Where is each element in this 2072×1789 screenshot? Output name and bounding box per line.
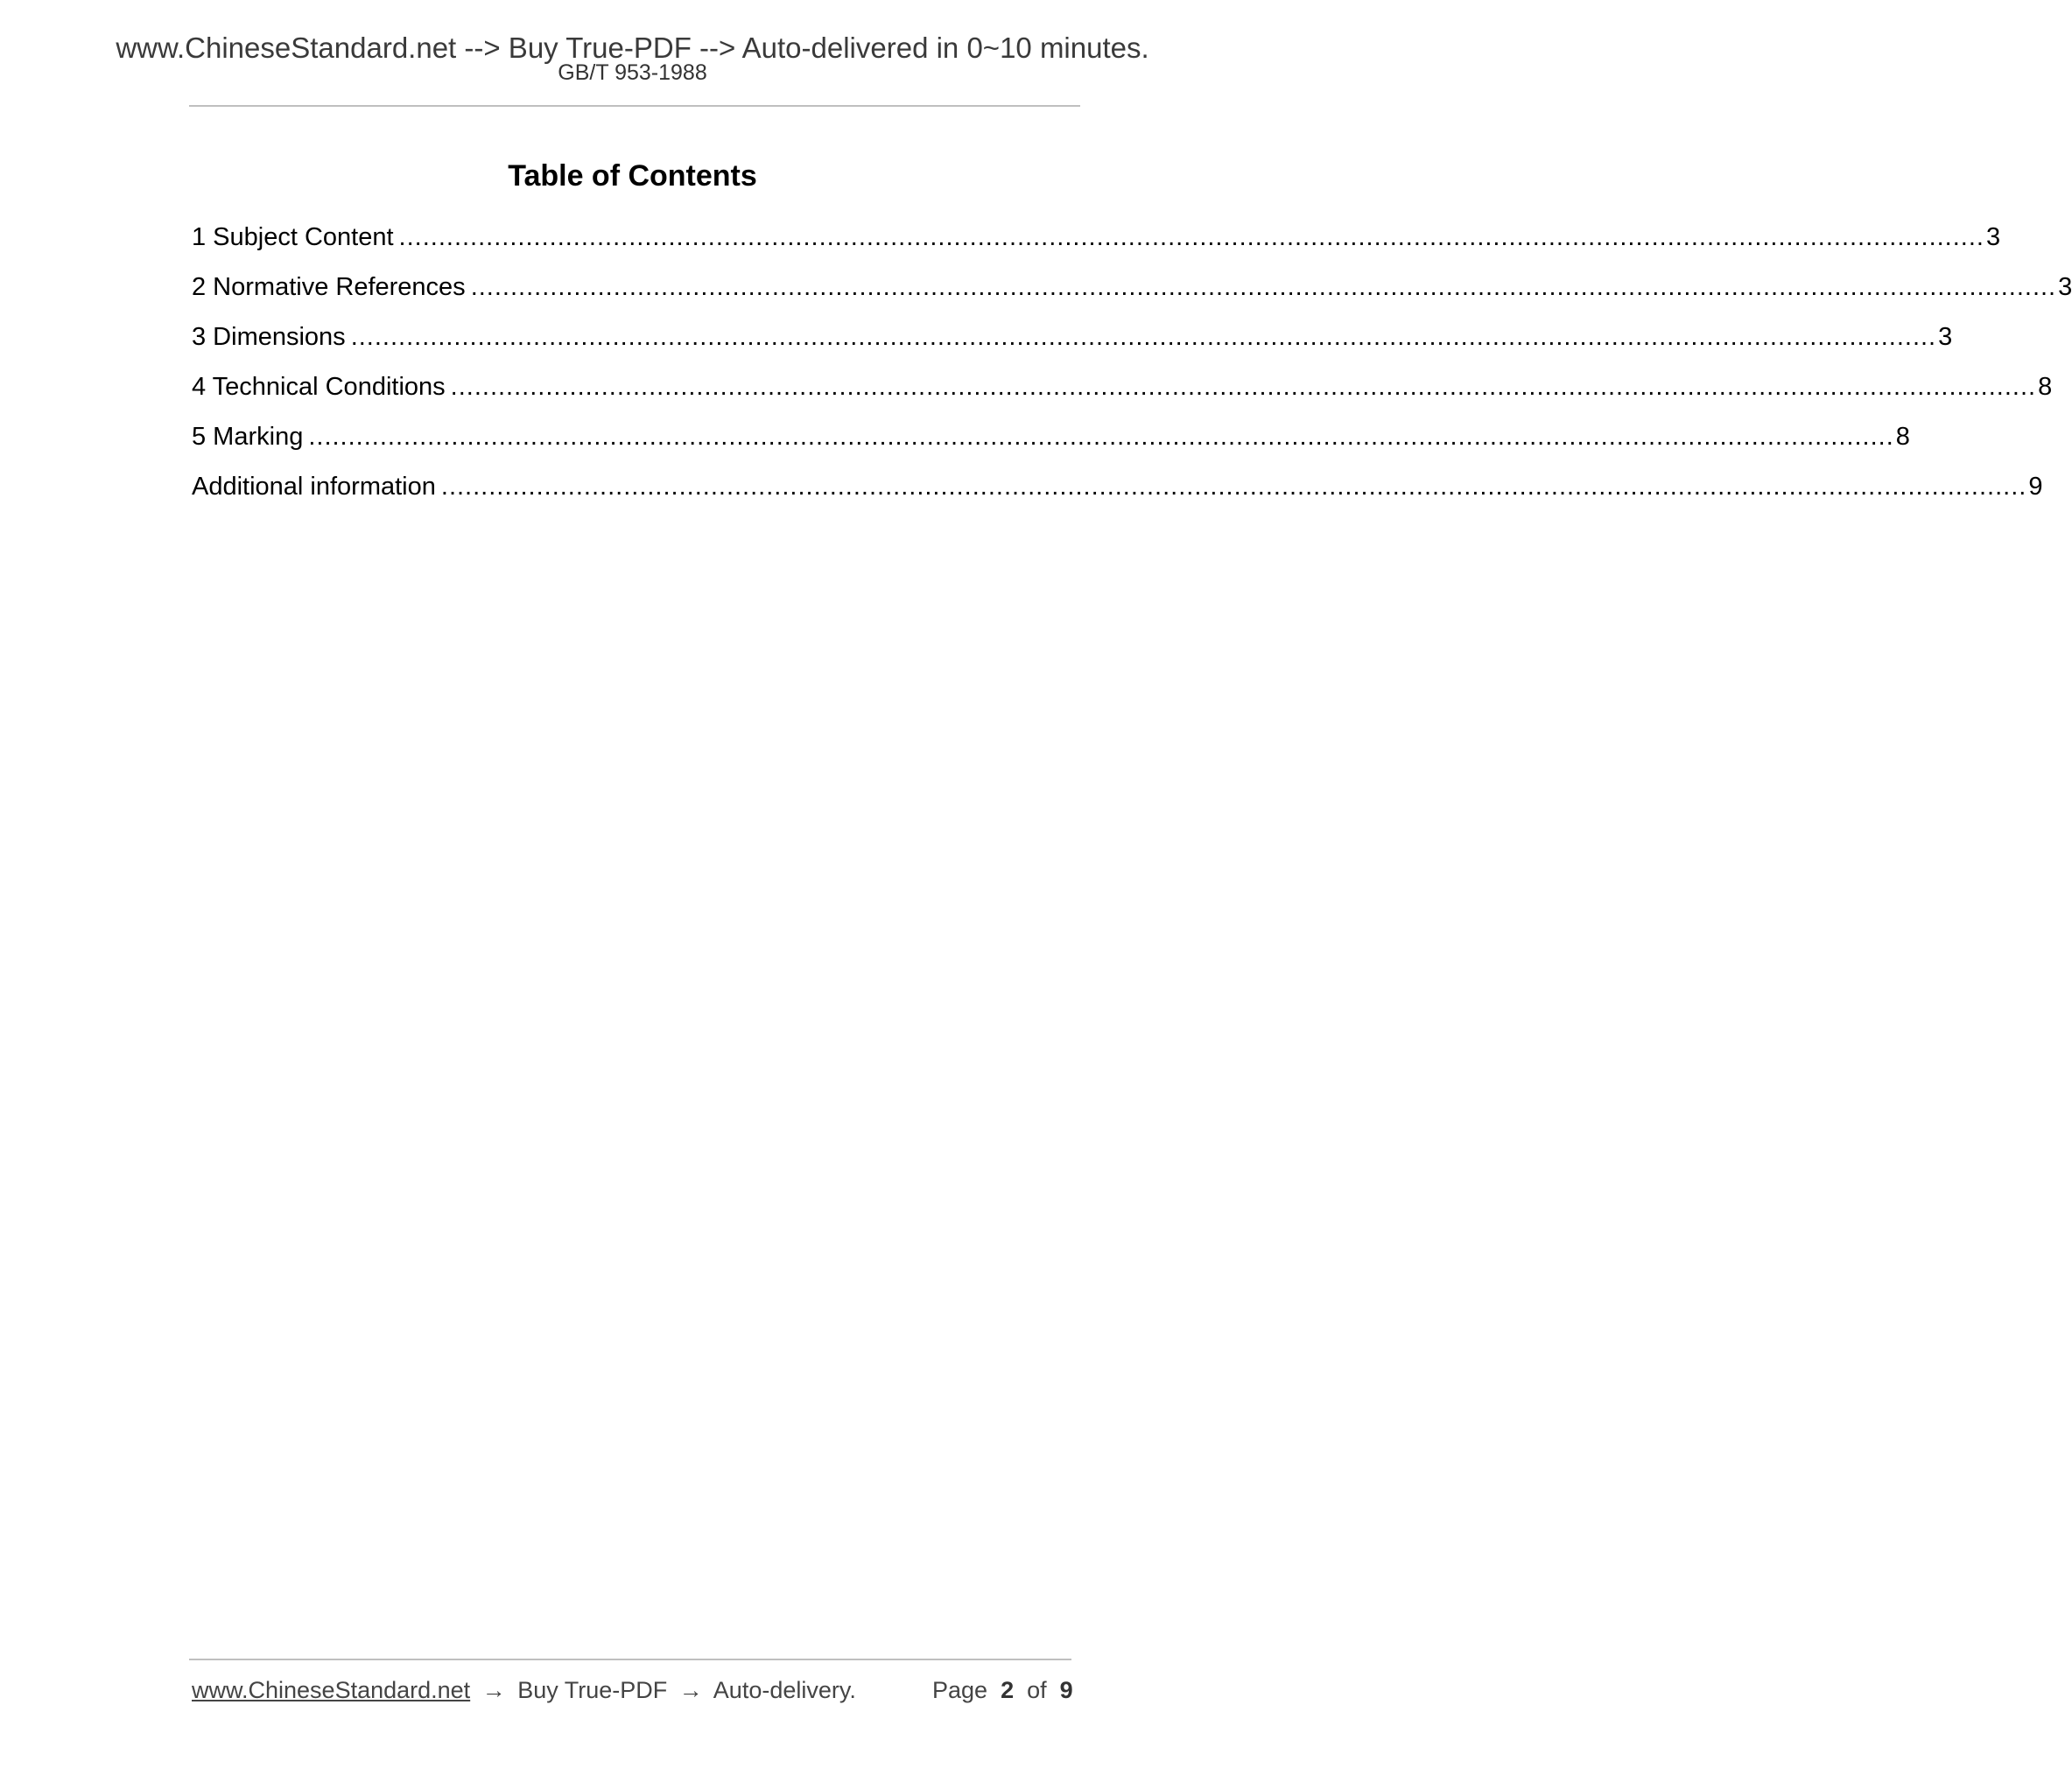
toc-dot-leader: ........................................................................................................................................................................................................	[350, 323, 1937, 351]
toc-entry-label: 4 Technical Conditions	[192, 373, 446, 401]
toc-entry-label: Additional information	[192, 473, 436, 501]
toc-entry[interactable]	[192, 319, 1953, 369]
toc-entry-label: 2 Normative References	[192, 273, 466, 301]
toc-entry[interactable]	[192, 220, 2001, 270]
toc-dot-leader: ........................................................................................................................................................................................................	[450, 373, 2037, 401]
toc-dot-leader: ........................................................................................................................................................................................................	[308, 423, 1894, 451]
header-divider	[189, 105, 1080, 107]
toc-entry-label: 5 Marking	[192, 423, 304, 451]
toc-dot-leader: ........................................................................................................................................................................................................	[440, 473, 2027, 501]
toc-entry[interactable]	[192, 469, 2043, 519]
toc-entry-page: 3	[2058, 273, 2072, 301]
of-word: of	[1027, 1677, 1047, 1703]
toc-entry-page: 3	[1938, 323, 1953, 351]
toc-title: Table of Contents	[508, 159, 757, 193]
toc-dot-leader: ........................................................................................................................................................................................................	[470, 273, 2057, 301]
toc-entry-page: 9	[2028, 473, 2043, 501]
toc-entry[interactable]	[192, 270, 2072, 319]
footer-site-link[interactable]: www.ChineseStandard.net	[192, 1677, 471, 1703]
footer-buy-text: Buy True-PDF	[517, 1677, 668, 1703]
toc-entry-page: 8	[1895, 423, 1910, 451]
current-page-number: 2	[1001, 1677, 1015, 1703]
toc-entry[interactable]	[192, 369, 2053, 419]
footer-delivery-text: Auto-delivery.	[713, 1677, 856, 1703]
arrow-right-icon: →	[678, 1677, 703, 1703]
document-code: GB/T 953-1988	[558, 60, 707, 85]
arrow-right-icon: →	[481, 1677, 506, 1703]
footer-promo	[192, 1679, 856, 1702]
toc-list	[192, 220, 2072, 519]
toc-entry[interactable]	[192, 419, 1910, 469]
page-indicator	[932, 1679, 1073, 1702]
toc-entry-page: 3	[1985, 223, 2001, 251]
toc-entry-label: 1 Subject Content	[192, 223, 394, 251]
page-word: Page	[932, 1677, 988, 1703]
footer-divider	[189, 1659, 1071, 1660]
total-pages-number: 9	[1059, 1677, 1073, 1703]
top-banner: www.ChineseStandard.net --> Buy True-PDF --> Auto-delivered in 0~10 minutes.	[116, 32, 1149, 64]
toc-entry-label: 3 Dimensions	[192, 323, 346, 351]
toc-dot-leader: ........................................................................................................................................................................................................	[398, 223, 1984, 251]
toc-entry-page: 8	[2038, 373, 2053, 401]
